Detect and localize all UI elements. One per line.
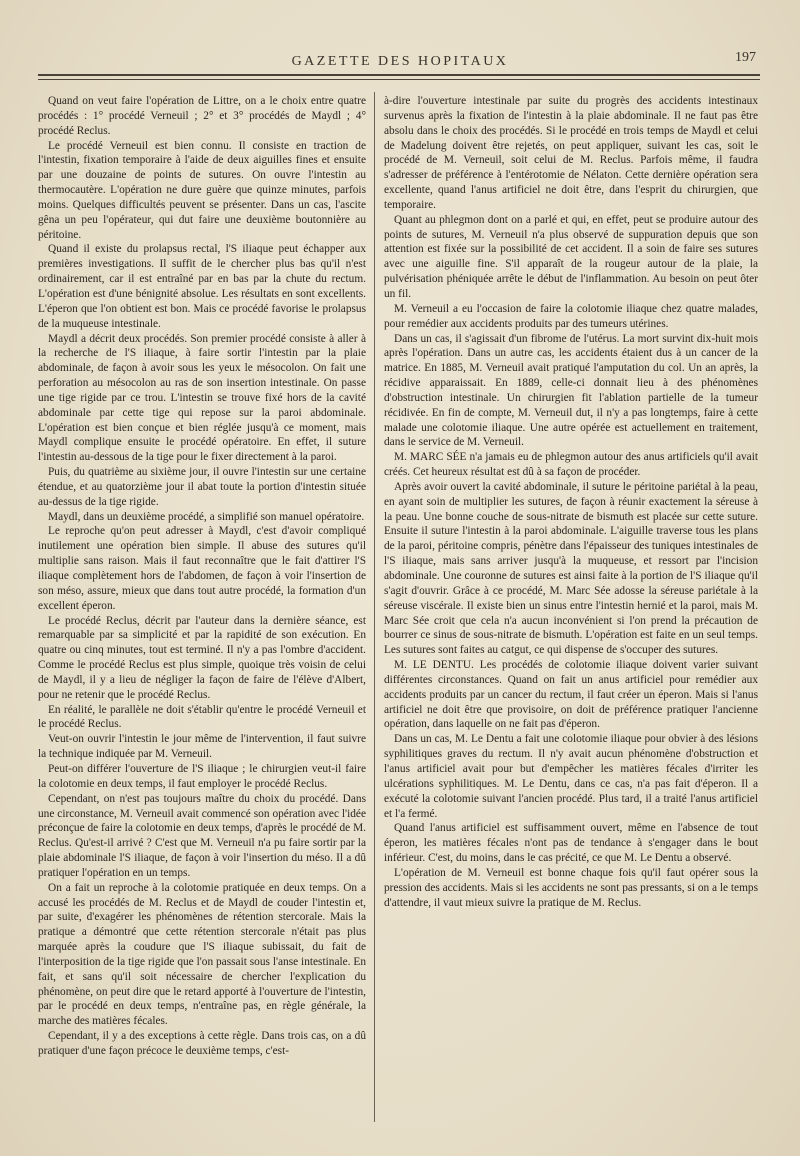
paragraph: Le reproche qu'on peut adresser à Maydl, c'est d'avoir compliqué inutilement une opération bien simple. Il abuse des sutures qu'il multiplie sans raison. Mais il faut reconnaître que le fait d'attirer l'S iliaque complètement hors de l'abdomen, de façon à voir l'insertion de son méso, assure, mieux que dans tout autre procédé, la formation d'un excellent éperon. bbox=[38, 525, 366, 612]
paragraph: On a fait un reproche à la colotomie pratiquée en deux temps. On a accusé les procédés de M. Reclus et de Maydl de couder l'intestin et, par suite, d'exagérer les phénomènes de rétention stercorale. Mais la pratique a démontré que cette rétention stercorale n'était pas plus marquée après la coudure que l'S iliaque subissait, du fait de l'interposition de la tige rigide que l'on passait sous l'anse intestinale. En fait, et sans qu'il soit nécessaire de chercher l'explication du phénomène, on peut dire que le retard apporté à l'ouverture de l'intestin, par le procédé en deux temps, n'entraîne pas, en règle générale, la marche des matières fécales. bbox=[38, 881, 366, 1028]
paragraph: M. Verneuil a eu l'occasion de faire la colotomie iliaque chez quatre malades, pour remédier aux accidents produits par des tumeurs utérines. bbox=[384, 302, 758, 330]
page-number: 197 bbox=[735, 50, 756, 65]
paragraph: Cependant, on n'est pas toujours maître du choix du procédé. Dans une circonstance, M. Verneuil avait commencé son opération avec l'idée préconçue de faire la colotomie en deux temps, d'après le procédé de M. Reclus. Qu'est-il arrivé ? C'est que M. Verneuil n'a pu faire sortir par la plaie abdominale l'S iliaque, de façon à voir l'insertion du méso. Il a dû pratiquer l'opération en un temps. bbox=[38, 792, 366, 879]
header-rule bbox=[38, 74, 760, 76]
paragraph: Veut-on ouvrir l'intestin le jour même de l'intervention, il faut suivre la technique indiquée par M. Verneuil. bbox=[38, 733, 366, 761]
paragraph: à-dire l'ouverture intestinale par suite du progrès des accidents intestinaux survenus après la fixation de l'intestin à la plaie abdominale. Il ne faut pas être absolu dans le choix des procédés. Si le procédé en trois temps de Maydl et celui de Madelung doivent être rejetés, on peut appliquer, suivant les cas, soit le procédé de M. Verneuil, soit celui de M. Reclus. Parfois même, il faudra s'adresser de préférence à l'entérotomie de Nélaton. Cette dernière opération sera excellente, quand l'anus artificiel ne doit être, dans l'esprit du chirurgien, que temporaire. bbox=[384, 95, 758, 211]
paragraph: Quant au phlegmon dont on a parlé et qui, en effet, peut se produire autour des points de sutures, M. Verneuil n'a plus observé de suppuration depuis que son attention est fixée sur la possibilité de cet accident. Il a soin de faire ses sutures avec une aiguille fine. S'il apparaît de la rougeur autour de la plaie, la pulvérisation phéniquée arrête le début de l'inflammation. Au besoin on peut ôter un fil. bbox=[384, 213, 758, 300]
paragraph: Puis, du quatrième au sixième jour, il ouvre l'intestin sur une certaine étendue, et au quatorzième jour il abat toute la portion d'intestin située au-dessus de la tige rigide. bbox=[38, 466, 366, 508]
paragraph: Quand l'anus artificiel est suffisamment ouvert, même en l'absence de tout éperon, les matières fécales n'ont pas de tendance à s'engager dans le bout inférieur. C'est, du moins, dans le cas précité, ce que M. Le Dentu a observé. bbox=[384, 822, 758, 865]
paragraph: Maydl a décrit deux procédés. Son premier procédé consiste à aller à la recherche de l'S iliaque, à faire sortir l'intestin par la plaie abdominale, de façon à avoir sous les yeux le mésocolon. On fait une perforation au mésocolon au ras de son insertion intestinale. On passe une tige rigide par ce trou. L'intestin se trouve fixé hors de la cavité abdominale par cette tige qui repose sur la paroi abdominale. L'opération est bien conçue et bien réglée jusqu'à ce moment, mais Maydl complique ensuite le procédé opératoire. En effet, il suture l'intestin au-dessous de la tige pour le fixer directement à la paroi. bbox=[38, 332, 366, 464]
paragraph: M. MARC SÉE n'a jamais eu de phlegmon autour des anus artificiels qu'il avait créés. Cet heureux résultat est dû à sa façon de procéder. bbox=[384, 451, 758, 479]
paragraph: Quand il existe du prolapsus rectal, l'S iliaque peut échapper aux premières investigations. Il suffit de le chercher plus bas qu'il n'est ordinairement, car il est entraîné par en bas par la chute du rectum. L'opération est d'une bénignité absolue. Les résultats en sont excellents. L'éperon que l'on obtient est bon. Mais ce procédé favorise le prolapsus de la muqueuse intestinale. bbox=[38, 243, 366, 330]
paragraph: M. LE DENTU. Les procédés de colotomie iliaque doivent varier suivant différentes circonstances. Quand on fait un anus artificiel pour remédier aux accidents produits par un cancer du rectum, il faut créer un éperon. Mais si l'anus artificiel ne doit être que provisoire, on doit de préférence pratiquer l'ancienne opération, dans laquelle on ne fait pas d'éperon. bbox=[384, 659, 758, 731]
running-title: GAZETTE DES HOPITAUX bbox=[291, 54, 509, 69]
paragraph: Peut-on différer l'ouverture de l'S iliaque ; le chirurgien veut-il faire la colotomie en deux temps, il faut employer le procédé Reclus. bbox=[38, 762, 366, 790]
left-column bbox=[38, 94, 366, 1059]
paragraph: L'opération de M. Verneuil est bonne chaque fois qu'il faut opérer sous la pression des accidents. Mais si les accidents ne sont pas pressants, si on a le temps d'attendre, il vaut mieux suivre la pratique de M. Reclus. bbox=[384, 866, 758, 909]
paragraph: En réalité, le parallèle ne doit s'établir qu'entre le procédé Verneuil et le procédé Reclus. bbox=[38, 703, 366, 731]
header-rule-thin bbox=[38, 79, 760, 80]
paragraph: Cependant, il y a des exceptions à cette règle. Dans trois cas, on a dû pratiquer d'une façon précoce le deuxième temps, c'est- bbox=[38, 1030, 366, 1057]
paragraph: Dans un cas, il s'agissait d'un fibrome de l'utérus. La mort survint dix-huit mois après l'opération. Dans un autre cas, les accidents étaient dus à un cancer de la matrice. En 1885, M. Verneuil avait pratiqué l'amputation du col. Un an après, la récidive apparaissait. En 1889, celle-ci donnait lieu à des phénomènes d'obstruction intestinale. Un chirurgien fit l'ablation partielle de la tumeur récidivée. En fin de compte, M. Verneuil dut, il n'y a pas longtemps, faire à cette malade une colotomie iliaque. Une autre opérée est actuellement en traitement, dans le service de M. Verneuil. bbox=[384, 332, 758, 449]
paragraph: Maydl, dans un deuxième procédé, a simplifié son manuel opératoire. bbox=[48, 510, 365, 523]
paragraph: Quand on veut faire l'opération de Littre, on a le choix entre quatre procédés : 1° procédé Verneuil ; 2° et 3° procédés de Maydl ; 4° procédé Reclus. bbox=[38, 95, 366, 137]
paragraph: Le procédé Verneuil est bien connu. Il consiste en traction de l'intestin, fixation temporaire à l'aide de deux aiguilles fines et ensuite par une douzaine de points de sutures. On ouvre l'intestin au thermocautère. L'opération ne dure guère que quinze minutes, parfois moins. Quelques difficultés peuvent se présenter. Dans un cas, l'ascite gêna un peu l'opérateur, qui dut faire une deuxième boutonnière au péritoine. bbox=[38, 139, 366, 241]
paragraph: Après avoir ouvert la cavité abdominale, il suture le péritoine pariétal à la peau, en ayant soin de multiplier les sutures, de façon à réunir exactement la séreuse à la peau. Une bonne couche de sous-nitrate de bismuth est placée sur cette suture. Ensuite il suture l'intestin à la paroi abdominale. L'aiguille traverse tous les plans de la paroi, péritoine compris, pénètre dans l'épaisseur des tuniques intestinales de l'S iliaque, mais sans arriver jusqu'à la muqueuse, et ressort par l'incision abdominale. Une couronne de sutures est ainsi faite à la portion de l'S iliaque qu'il s'agit d'ouvrir. Grâce à ce procédé, M. Marc Sée adosse la séreuse pariétale à la séreuse viscérale. Il existe bien un sinus entre l'intestin hernié et la paroi, mais M. Marc Sée croit que cela n'a aucun inconvénient si l'on prend la précaution de bourrer ce sinus de sous-nitrate de bismuth. L'opération est faite en un seul temps. Les sutures sont faites au catgut, ce qui dispense de s'occuper des sutures. bbox=[384, 480, 758, 657]
paragraph: Dans un cas, M. Le Dentu a fait une colotomie iliaque pour obvier à des lésions syphilitiques graves du rectum. Il n'y avait aucun phénomène d'obstruction et l'anus artificiel avait pour but d'empêcher les matières fécales d'irriter les ulcérations syphilitiques. M. Le Dentu, dans ce cas, n'a pas fait d'éperon. Il a exécuté la colotomie suivant l'ancien procédé. Plus tard, il a traité l'anus artificiel et l'a fermé. bbox=[384, 733, 758, 820]
paragraph: Le procédé Reclus, décrit par l'auteur dans la dernière séance, est remarquable par sa simplicité et par la rapidité de son exécution. En quatre ou cinq minutes, tout est terminé. Il n'y a pas l'ombre d'accident. Comme le procédé Reclus est plus simple, quoique très voisin de celui de Maydl, il y a lieu de négliger la façon de faire de l'élève d'Albert, pour ne retenir que le procédé Reclus. bbox=[38, 614, 366, 701]
right-column bbox=[384, 94, 758, 910]
column-divider bbox=[374, 92, 375, 1122]
